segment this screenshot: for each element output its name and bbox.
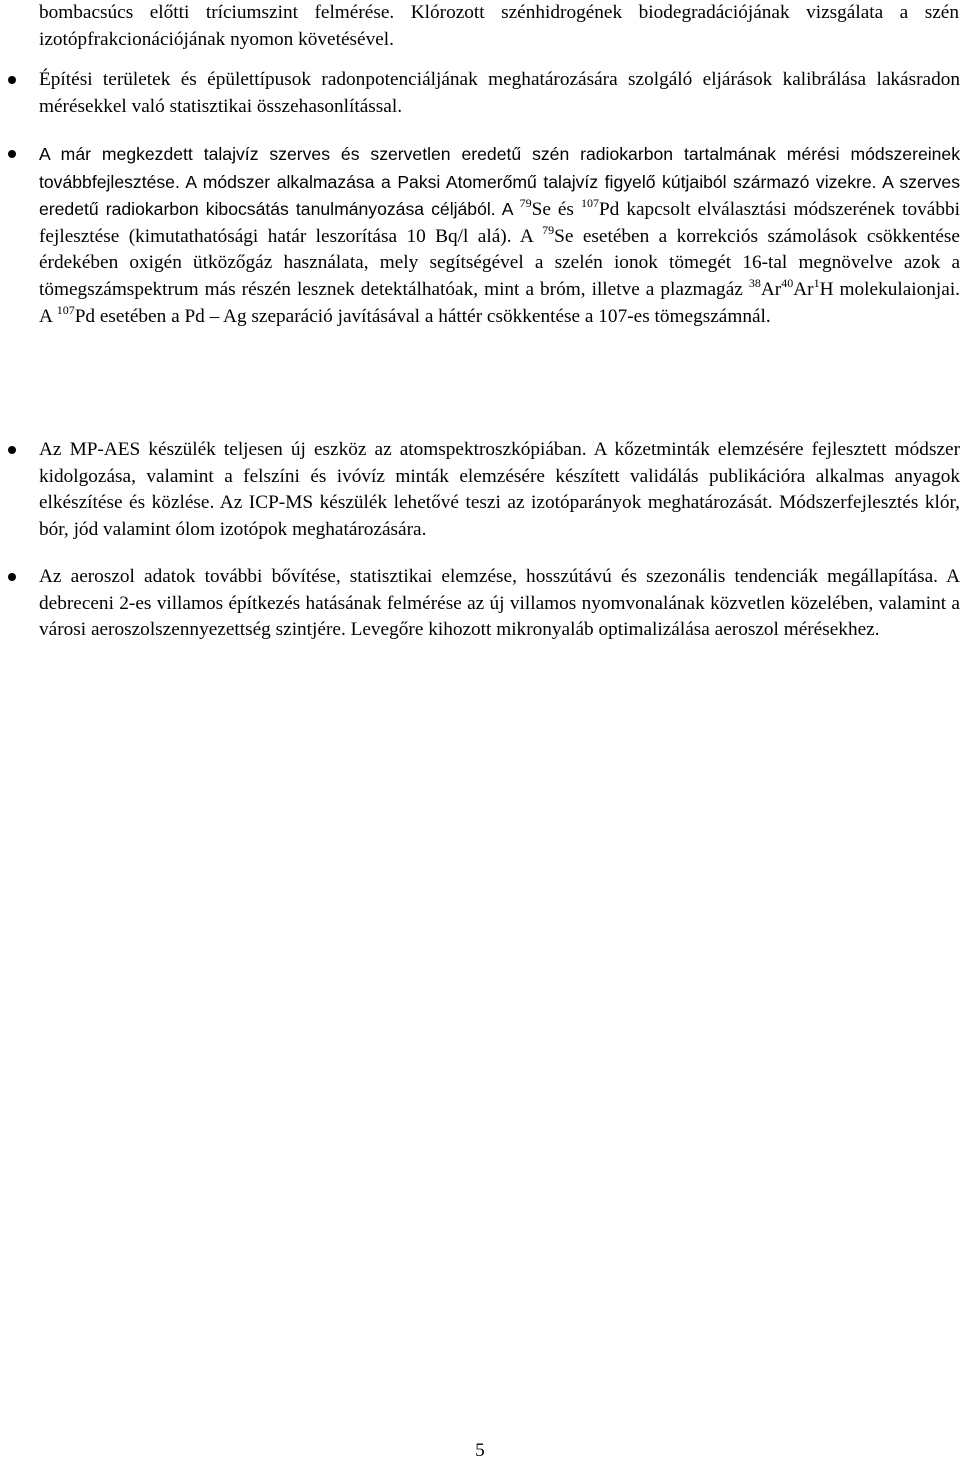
page-number: 5	[475, 1440, 485, 1461]
isotope-superscript: 107	[580, 196, 599, 211]
list-item-radiocarbon	[39, 141, 960, 330]
bullet-icon	[8, 573, 16, 581]
continuation-paragraph: bombacsúcs előtti tríciumszint felmérése. Klórozott szénhidrogének biodegradációjának vizsgálata a szén izotópfrakcionációjának nyomon követésével.	[39, 2, 959, 50]
list-item-text: H molekulaionjai. A	[39, 278, 960, 327]
list-item-text: Pd esetében a Pd – Ag szeparáció javításával a háttér csökkentése a 107-es tömegszámnál.	[74, 305, 771, 327]
list-item-aerosol	[39, 564, 960, 644]
bullet-icon	[8, 150, 16, 158]
isotope-superscript: 40	[781, 275, 794, 290]
list-item-text: Építési területek és épülettípusok radonpotenciáljának meghatározására szolgáló eljárások kalibrálása lakásradon mérésekkel való statisztikai összehasonlítással.	[39, 69, 960, 117]
list-item-text: Ar	[793, 278, 814, 300]
list-item-radon	[39, 67, 960, 120]
list-item-text-sans: A már megkezdett talajvíz szerves és szervetlen eredetű szén radiokarbon tartalmának mérési módszereinek továbbfejlesztése.	[39, 144, 960, 192]
isotope-superscript: 79	[519, 196, 532, 211]
isotope-superscript: 1	[813, 275, 820, 290]
list-item-text-sans: A módszer alkalmazása a Paksi Atomerőmű talajvíz figyelő kútjaiból származó vizekre. A szerves eredetű radiokarbon kibocsátás tanulmányozása céljából. A	[39, 171, 960, 220]
isotope-superscript: 38	[748, 275, 761, 290]
isotope-superscript: 79	[542, 222, 555, 237]
list-item-mp-aes	[39, 437, 960, 543]
bullet-icon	[8, 76, 16, 84]
list-item-text: Az aeroszol adatok további bővítése, statisztikai elemzése, hosszútávú és szezonális tendenciák megállapítása. A debreceni 2-es villamos építkezés hatásának felmérése az új villamos nyomvonalának közvetlen közelében, valamint a városi aeroszolszennyezettség szintjére. Levegőre kihozott mikronyaláb optimalizálása aeroszol mérésekhez.	[39, 566, 960, 641]
isotope-superscript: 107	[56, 302, 75, 317]
list-item-text: Se és	[531, 199, 581, 221]
list-item-text: Ar	[760, 278, 782, 300]
list-item-text: Pd kapcsolt elválasztási módszerének további fejlesztése (kimutathatósági határ leszorítása 10 Bq/l alá). A	[39, 199, 960, 247]
list-item-text: Az MP-AES készülék teljesen új eszköz az atomspektroszkópiában. A kőzetminták elemzésére fejlesztett módszer kidolgozása, valamint a felszíni és ivóvíz minták elemzésére készített validálás publikációra alkalmas anyagok elkészítése és közlése. Az ICP-MS készülék lehetővé teszi az izotóparányok meghatározását. Módszerfejlesztés klór, bór, jód valamint ólom izotópok meghatározására.	[39, 439, 960, 540]
list-item-text: Se esetében a korrekciós számolások csökkentése érdekében oxigén ütközőgáz használata, mely segítségével a szelén ionok tömegét 16-tal megnövelve azok a tömegszámspektrum más részén lesznek detektálhatóak, mint a bróm, illetve a plazmagáz	[39, 225, 960, 300]
bullet-icon	[8, 446, 16, 454]
